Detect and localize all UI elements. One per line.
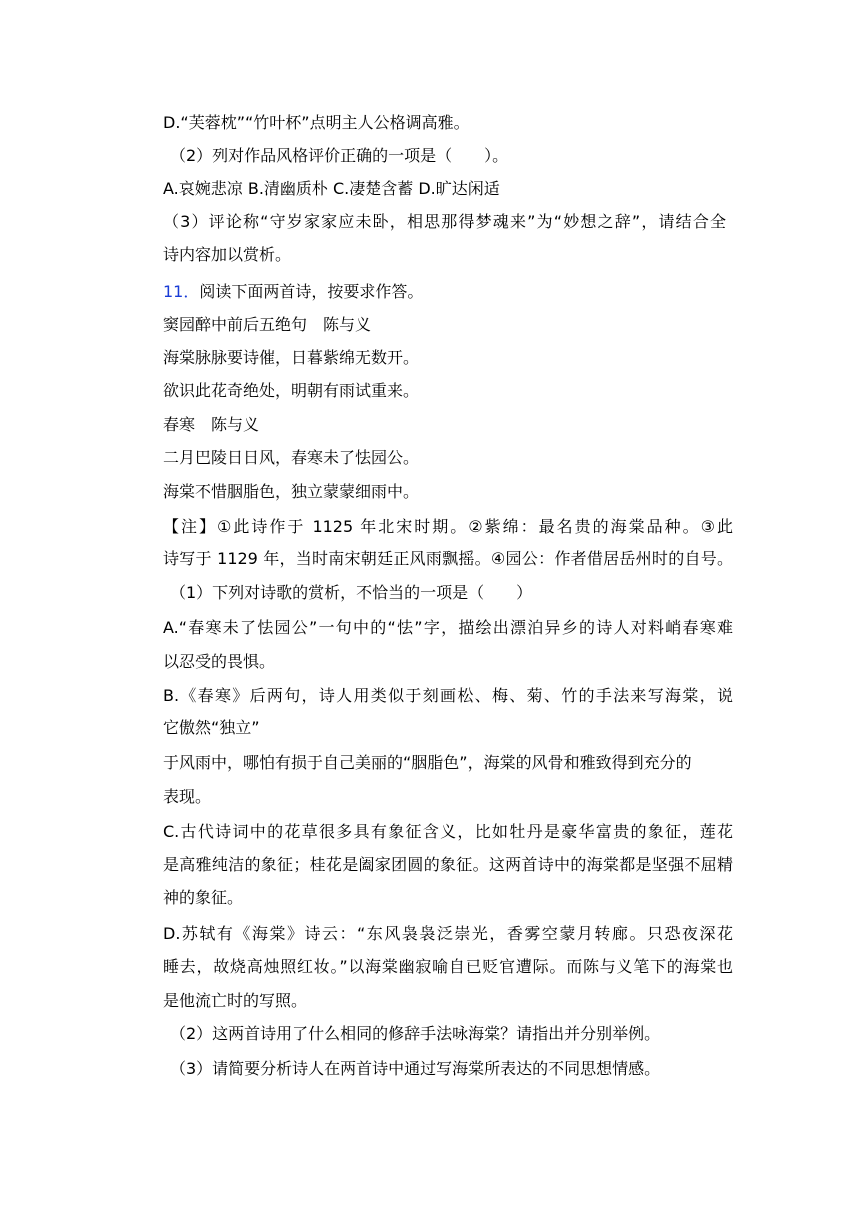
option-b-line-3: 于风雨中，哪怕有损于自己美丽的“胭脂色”，海棠的风骨和雅致得到充分的 bbox=[163, 753, 692, 772]
notes-line-1: 【注】①此诗作于 1125 年北宋时期。②紫绵：最名贵的海棠品种。③此 bbox=[163, 517, 733, 536]
poem-1-line-1: 海棠脉脉要诗催，日暮紫绵无数开。 bbox=[163, 348, 420, 367]
sub-question-1: （1）下列对诗歌的赏析，不恰当的一项是（ ） bbox=[170, 583, 533, 602]
option-d-line: D.“芙蓉枕”“竹叶杯”点明主人公格调高雅。 bbox=[163, 113, 470, 132]
poem-2-line-1: 二月巴陵日日风，春寒未了怯园公。 bbox=[163, 448, 420, 467]
option-c-line-2: 是高雅纯洁的象征；桂花是阖家团圆的象征。这两首诗中的海棠都是坚强不屈精 bbox=[163, 855, 733, 874]
option-b-line-4: 表现。 bbox=[163, 787, 212, 806]
options-line: A.哀婉悲凉 B.清幽质朴 C.凄楚含蓄 D.旷达闲适 bbox=[163, 179, 500, 198]
option-b-line-1: B.《春寒》后两句，诗人用类似于刻画松、梅、菊、竹的手法来写海棠，说 bbox=[163, 686, 733, 705]
option-a-line-2: 以忍受的畏惧。 bbox=[163, 652, 276, 671]
option-c-line-1: C.古代诗词中的花草很多具有象征含义，比如牡丹是豪华富贵的象征，莲花 bbox=[163, 822, 733, 841]
option-b-line-2: 它傲然“独立” bbox=[163, 718, 260, 737]
question-number: 11． bbox=[163, 282, 200, 301]
option-d-line-3: 是他流亡时的写照。 bbox=[163, 991, 308, 1010]
question-3-continuation: 诗内容加以赏析。 bbox=[163, 245, 292, 264]
option-c-line-3: 神的象征。 bbox=[163, 888, 244, 907]
question-2-line: （2）列对作品风格评价正确的一项是（ ）。 bbox=[170, 146, 509, 165]
poem-2-title: 春寒 陈与义 bbox=[163, 415, 260, 434]
question-3-line: （3）评论称“守岁家家应未卧，相思那得梦魂来”为“妙想之辞”，请结合全 bbox=[163, 212, 726, 231]
sub-question-2: （2）这两首诗用了什么相同的修辞手法咏海棠？请指出并分别举例。 bbox=[170, 1024, 661, 1043]
poem-2-line-2: 海棠不惜胭脂色，独立蒙蒙细雨中。 bbox=[163, 482, 420, 501]
poem-1-line-2: 欲识此花奇绝处，明朝有雨试重来。 bbox=[163, 381, 420, 400]
option-a-line-1: A.“春寒未了怯园公”一句中的“怯”字，描绘出漂泊异乡的诗人对料峭春寒难 bbox=[163, 618, 733, 637]
question-11-line bbox=[163, 281, 743, 303]
notes-line-2: 诗写于 1129 年，当时南宋朝廷正风雨飘摇。④园公：作者借居岳州时的自号。 bbox=[163, 549, 733, 568]
sub-question-3: （3）请简要分析诗人在两首诗中通过写海棠所表达的不同思想情感。 bbox=[170, 1059, 661, 1078]
poem-1-title: 窦园醉中前后五绝句 陈与义 bbox=[163, 315, 372, 334]
option-d-line-2: 睡去，故烧高烛照红妆。”以海棠幽寂喻自已贬官遭际。而陈与义笔下的海棠也 bbox=[163, 957, 733, 976]
question-11-instruction: 阅读下面两首诗，按要求作答。 bbox=[199, 282, 424, 301]
option-d-line-1: D.苏轼有《海棠》诗云：“东风袅袅泛崇光，香雾空蒙月转廊。只恐夜深花 bbox=[163, 924, 733, 943]
